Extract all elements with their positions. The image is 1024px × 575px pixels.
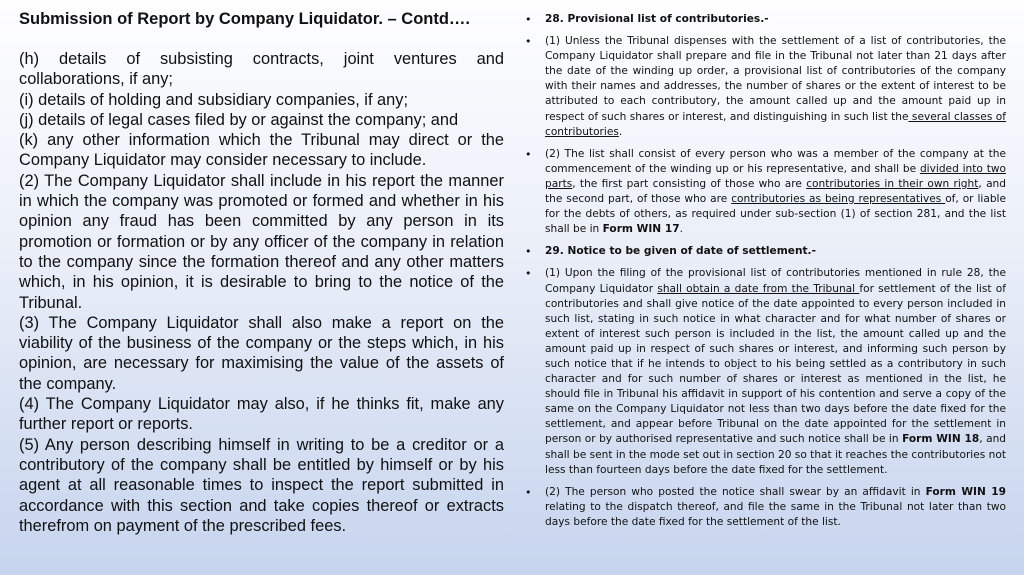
rule-28-2-underlined-3: contributories as being representatives	[731, 193, 946, 206]
rule-28-2-text-a: (2) The list shall consist of every person who was a member of the company at the commencement of the winding up or his representative, and shall be	[545, 147, 1006, 175]
bullet-icon: •	[525, 267, 532, 281]
subsection-4: (4) The Company Liquidator may also, if he thinks fit, make any further report or reports.	[19, 395, 504, 434]
bullet-icon: •	[525, 147, 532, 161]
rule-29-heading: 29. Notice to be given of date of settlement.-	[545, 245, 816, 258]
rule-28-2-text-b: , the first part consisting of those who are	[572, 177, 807, 190]
right-column	[525, 12, 1006, 537]
bullet-icon: •	[525, 13, 532, 26]
rule-29-1-underlined: shall obtain a date from the Tribunal	[657, 282, 860, 295]
rule-29-1-text-c: , and shall be sent in the mode set out in section 20 so that it reaches the contributories not less than fourteen days before the date fixed for the settlement.	[545, 433, 1007, 476]
list-item	[525, 244, 1006, 259]
list-item	[525, 485, 1006, 530]
bullet-icon: •	[525, 485, 532, 499]
rule-29-1-text-b: for settlement of the list of contributories and shall give notice of the date appointed to every person included in such list, stating in such notice in what character and for what number of shares or extent of interest such person is included in the list, the amount called up and the amount paid up in respect of such shares or interest, and informing such person by such notice that if he intends to object to his being settled as a contributory in such character and for such number of shares or interest as mentioned in the list, he should file in Tribunal his affidavit in support of his contention and serve a copy of the same on the Company Liquidator not less than two days before the date fixed for the settlement, and appear before Tribunal on the date appointed for the settlement in person or by authorised representative and such notice shall be in	[545, 282, 1007, 446]
clause-j: (j) details of legal cases filed by or against the company; and	[19, 110, 459, 129]
bullet-icon: •	[525, 35, 532, 49]
subsection-5: (5) Any person describing himself in writing to be a creditor or a contributory of the company shall be entitled by himself or by his agent at all reasonable times to inspect the report submitted in accordance with this section and take copies thereof or extracts therefrom on payment of the prescribed fees.	[19, 435, 504, 535]
clause-h: (h) details of subsisting contracts, joint ventures and collaborations, if any;	[19, 50, 504, 89]
rule-28-1-underlined: several classes of contributories	[545, 110, 1007, 138]
list-item	[525, 147, 1006, 238]
subsection-2: (2) The Company Liquidator shall include in his report the manner in which the company was promoted or formed and whether in his opinion any fraud has been committed by any person in its promotion or formation or by any officer of the company in relation to the company since the formation thereof and any other matters which, in his opinion, it is desirable to bring to the notice of the Tribunal.	[19, 171, 504, 312]
list-item	[525, 12, 1006, 27]
rule-28-2-text-d: of, or liable for the debts of others, as required under sub-section (1) of section 281, and the list shall be in	[545, 193, 1007, 236]
list-item	[525, 266, 1006, 477]
rule-28-2-text-c: , and the second part, of those who are	[545, 177, 1007, 206]
bullet-icon: •	[525, 245, 532, 259]
clause-k: (k) any other information which the Tribunal may direct or the Company Liquidator may consider necessary to include.	[19, 131, 504, 170]
rule-28-heading: 28. Provisional list of contributories.-	[545, 13, 769, 25]
rule-29-1-text-a: (1) Upon the filing of the provisional list of contributories mentioned in rule 28, the Company Liquidator	[545, 267, 1006, 295]
rule-28-2-underlined-2: contributories in their own right	[806, 177, 979, 190]
rule-28-1-end: .	[618, 125, 623, 138]
rule-29-2-text-a: (2) The person who posted the notice shall swear by an affidavit in	[545, 485, 926, 498]
rules-list	[525, 12, 1006, 530]
rule-29-2-text-b: relating to the dispatch thereof, and file the same in the Tribunal not later than two days before the date fixed for the settlement of the list.	[545, 500, 1006, 528]
rule-28-2-end: .	[679, 223, 683, 236]
left-column	[19, 8, 504, 536]
subsection-3: (3) The Company Liquidator shall also make a report on the viability of the business of the company or the steps which, in his opinion, are necessary for maximising the value of the assets of the company.	[19, 313, 504, 393]
slide-title: Submission of Report by Company Liquidator. – Contd….	[19, 10, 471, 28]
form-win-19: Form WIN 19	[925, 485, 1006, 498]
rule-28-2-underlined-1: divided into two parts	[545, 162, 1006, 190]
clause-i: (i) details of holding and subsidiary companies, if any;	[19, 90, 409, 109]
rule-28-1-text: (1) Unless the Tribunal dispenses with the settlement of a list of contributories, the Company Liquidator shall prepare and file in the Tribunal not later than 21 days after the date of the winding up order, a provisional list of contributories of the company with their names and addresses, the number of shares or the extent of interest to be attributed to each contributory, the amount called up and the amount paid up in respect of such shares or interest, and distinguishing in such list the	[545, 35, 1006, 123]
list-item	[525, 34, 1006, 140]
form-win-18: Form WIN 18	[902, 433, 980, 446]
form-win-17: Form WIN 17	[602, 223, 680, 236]
